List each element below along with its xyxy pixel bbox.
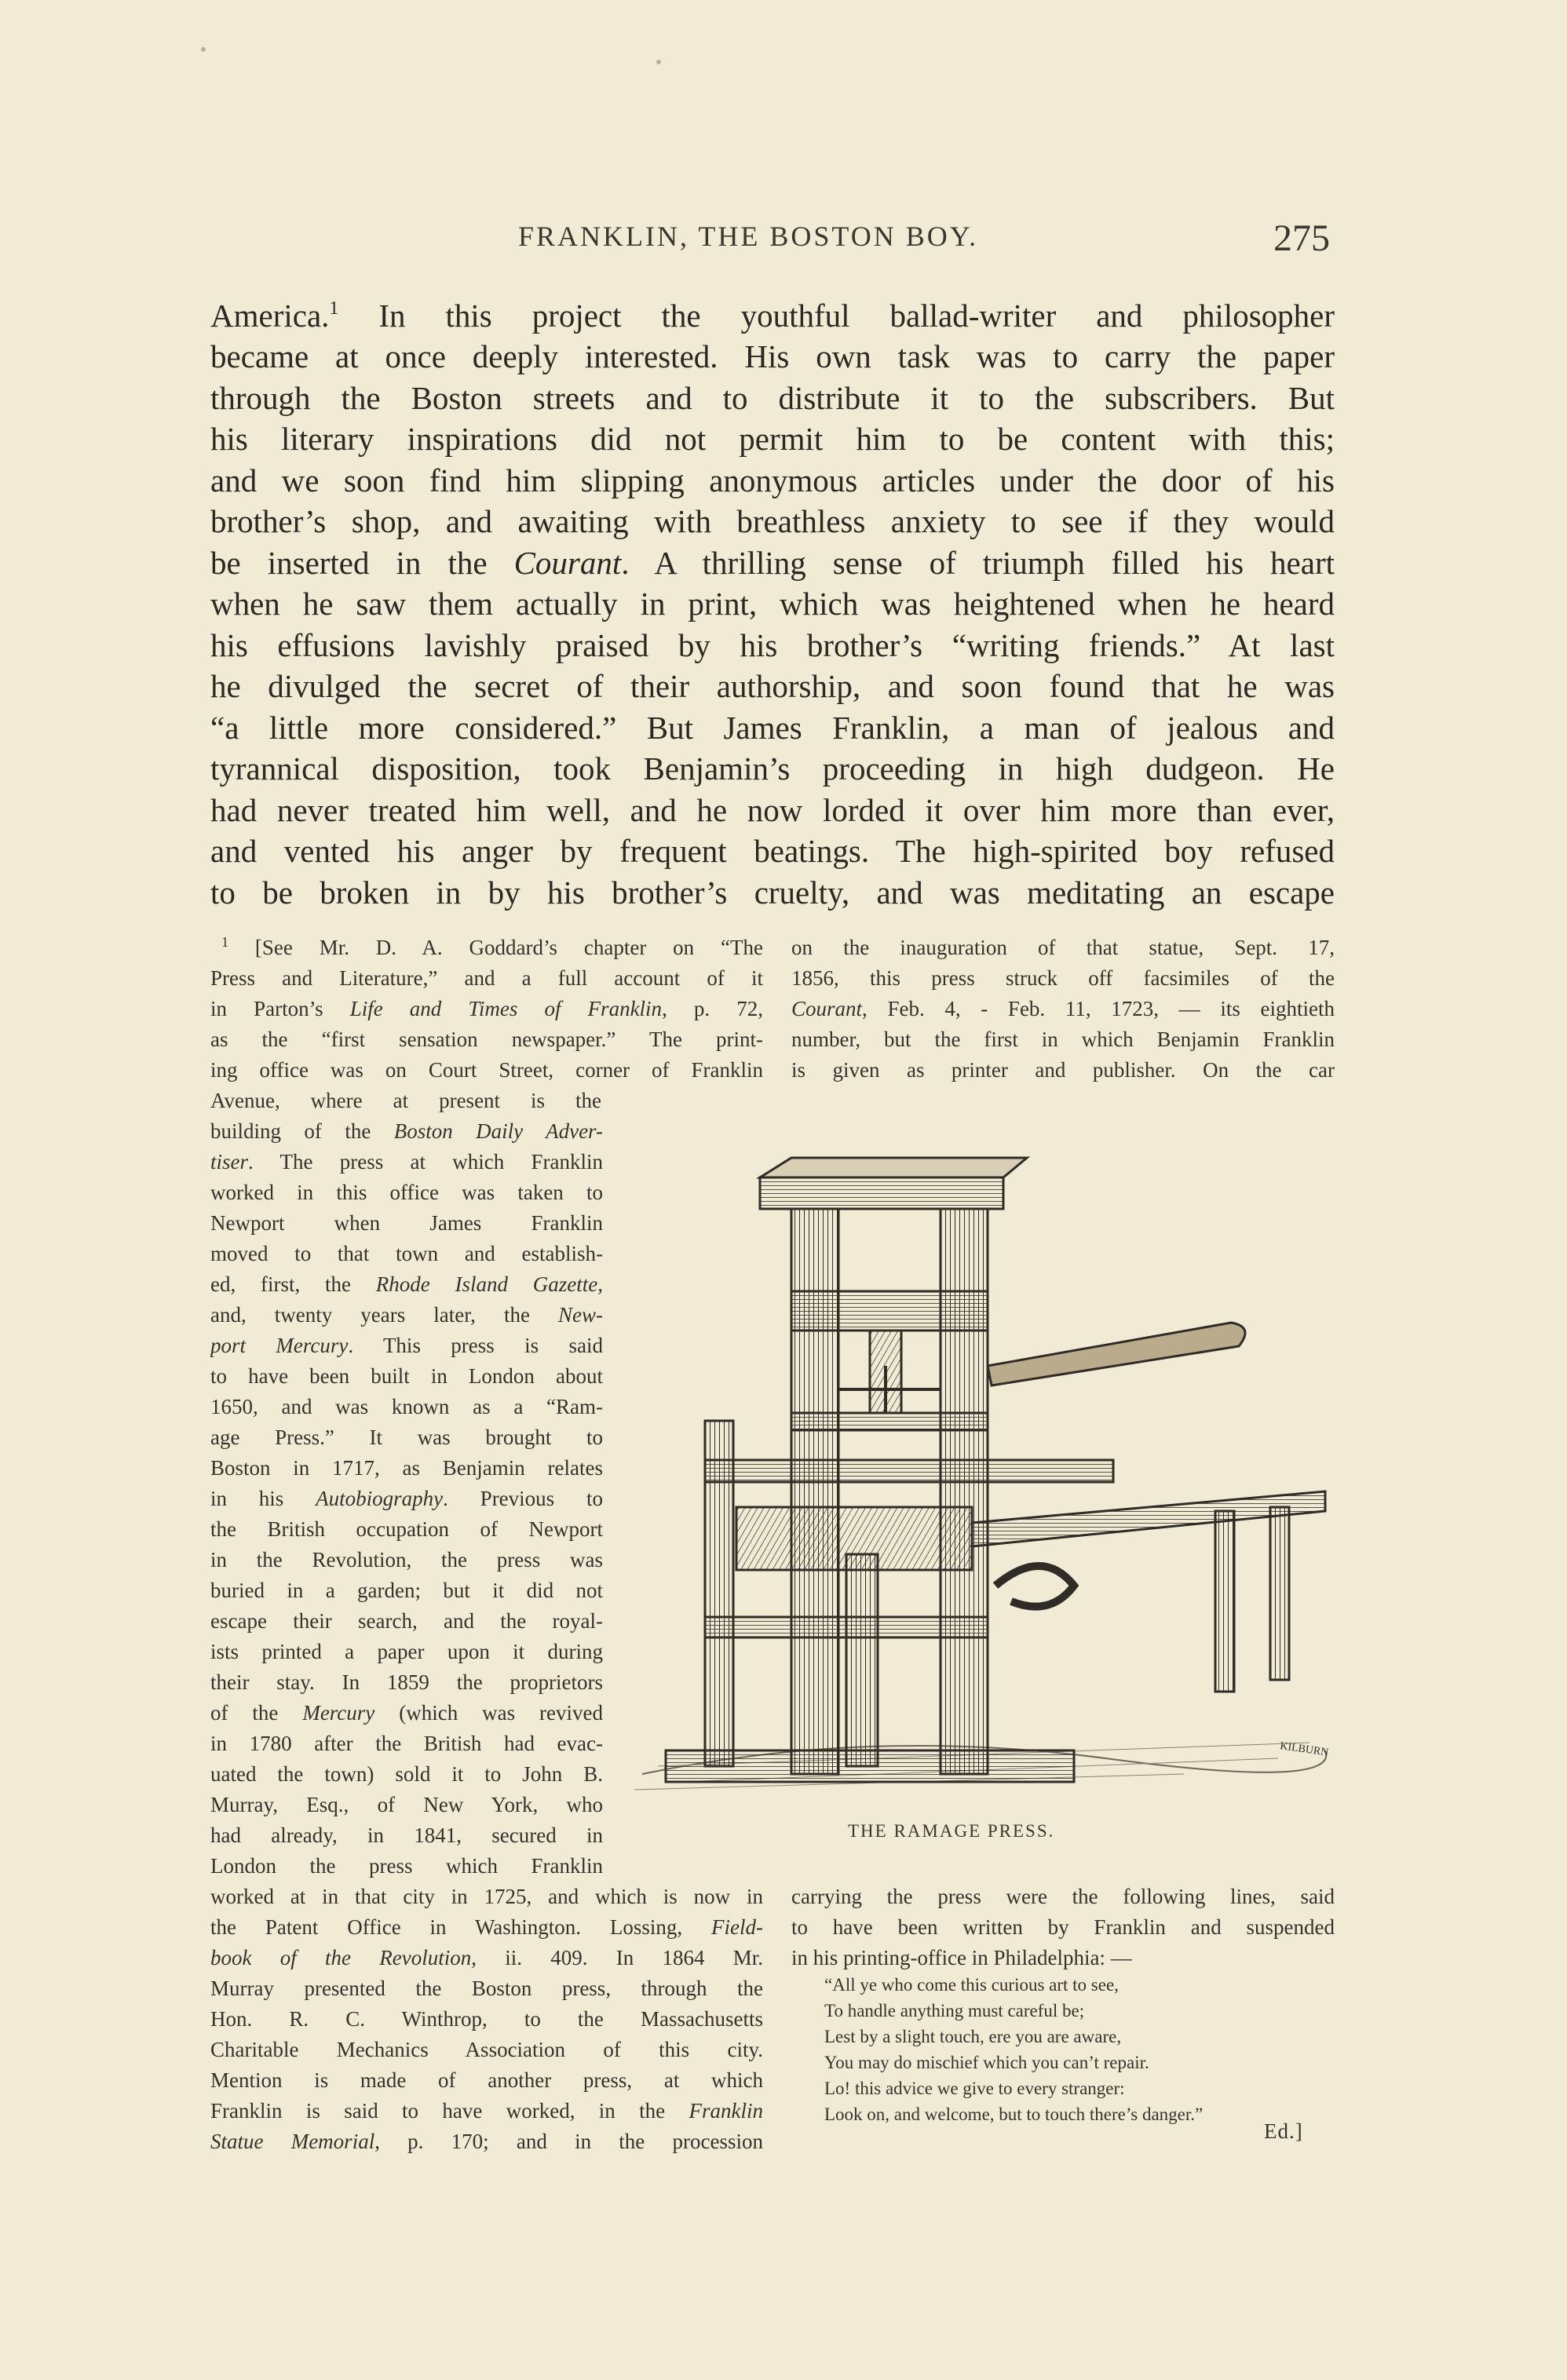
footnote-line: as the “first sensation newspaper.” The print-	[210, 1028, 763, 1051]
text-fragment: , p. 72,	[662, 997, 763, 1020]
footnote-line: ing office was on Court Street, corner of Franklin	[210, 1058, 763, 1082]
footnote-line: London the press which Franklin	[210, 1854, 603, 1878]
footnote-line: Newport when James Franklin	[210, 1211, 603, 1235]
text-fragment: (which was revived	[374, 1701, 603, 1725]
editor-signature: Ed.]	[1264, 2119, 1303, 2143]
footnote-line: Mention is made of another press, at which	[210, 2068, 763, 2092]
paper-speck	[201, 47, 206, 52]
cap-top-face	[760, 1158, 1027, 1177]
press-bar-handle	[988, 1323, 1245, 1385]
text-fragment: . A thrilling sense of triumph filled his heart	[621, 545, 1335, 581]
text-fragment: America.	[210, 298, 330, 334]
footnote-line: the British occupation of Newport	[210, 1517, 603, 1541]
text-line: “a little more considered.” But James Franklin, a man of jealous and	[210, 710, 1335, 746]
text-line: his literary inspirations did not permit him to be content with this;	[210, 421, 1335, 457]
footnote-line	[210, 1116, 603, 1147]
footnote-line	[210, 1147, 603, 1177]
poem-line: To handle anything must careful be;	[824, 2001, 1085, 2020]
paper-speck	[656, 60, 661, 64]
footnote-line: in his printing-office in Philadelphia: —	[791, 1946, 1132, 1969]
footnote-line: 1650, and was known as a “Ram-	[210, 1395, 603, 1418]
footnote-line: moved to that town and establish-	[210, 1242, 603, 1265]
figure-caption: THE RAMAGE PRESS.	[848, 1821, 1055, 1841]
footnote-line: worked in this office was taken to	[210, 1181, 603, 1204]
newspaper-title: Mercury	[302, 1701, 375, 1725]
top-cap	[760, 1177, 1003, 1209]
text-fragment: , Feb. 4, - Feb. 11, 1723, — its eightieth	[862, 997, 1335, 1020]
newspaper-title: Boston Daily Adver-	[393, 1119, 603, 1143]
footnote-number: 1	[221, 934, 228, 950]
newspaper-title: port Mercury	[210, 1334, 349, 1357]
footnote-reference[interactable]: 1	[329, 298, 339, 319]
ribs-leg	[1215, 1511, 1234, 1692]
newspaper-title: Courant	[513, 545, 622, 581]
footnote-line: Murray presented the Boston press, through the	[210, 1977, 763, 2000]
footnote-line: to have been built in London about	[210, 1364, 603, 1388]
footnote-line: Hon. R. C. Winthrop, to the Massachusetts	[210, 2007, 763, 2031]
footnote-line	[791, 994, 1335, 1024]
footnote-line: on the inauguration of that statue, Sept. 17,	[791, 936, 1335, 959]
footnote-line: escape their search, and the royal-	[210, 1609, 603, 1633]
text-fragment: and, twenty years later, the	[210, 1303, 558, 1327]
text-fragment: In this project the youthful ballad-writer and philosopher	[338, 298, 1335, 334]
footnote-line	[210, 1943, 763, 1973]
platen	[791, 1413, 988, 1430]
footnote-line: age Press.” It was brought to	[210, 1425, 603, 1449]
ramage-press-illustration	[634, 1083, 1335, 1805]
book-title: Field-	[711, 1915, 763, 1939]
text-fragment: building of the	[210, 1119, 394, 1143]
text-line	[210, 295, 1335, 336]
poem-line: Lest by a slight touch, ere you are aware,	[824, 2027, 1122, 2046]
text-fragment: of the	[210, 1701, 303, 1725]
newspaper-title: New-	[558, 1303, 603, 1327]
footnote-line: Boston in 1717, as Benjamin relates	[210, 1456, 603, 1480]
text-fragment: Franklin is said to have worked, in the	[210, 2099, 689, 2123]
text-line: became at once deeply interested. His own task was to carry the paper	[210, 338, 1335, 374]
newspaper-title: tiser	[210, 1150, 249, 1174]
footnote-line: had already, in 1841, secured in	[210, 1823, 603, 1847]
footnote-line: buried in a garden; but it did not	[210, 1579, 603, 1602]
footnote-line	[210, 933, 763, 963]
footnote-line: carrying the press were the following lines, said	[791, 1885, 1335, 1908]
book-title: Statue Memorial	[210, 2130, 375, 2153]
text-line: through the Boston streets and to distribute it to the subscribers. But	[210, 380, 1335, 416]
footnote-line: Charitable Mechanics Association of this city.	[210, 2038, 763, 2061]
text-line: and we soon find him slipping anonymous articles under the door of his	[210, 462, 1335, 498]
head-crossbeam	[791, 1291, 988, 1331]
footnote-line: ists printed a paper upon it during	[210, 1640, 603, 1663]
footnote-line	[210, 994, 763, 1024]
footnote-line	[210, 1484, 603, 1514]
footnote-line: uated the town) sold it to John B.	[210, 1762, 603, 1786]
footnote-line	[210, 2126, 763, 2157]
ribs-leg	[1270, 1507, 1289, 1680]
book-title: Autobiography	[316, 1487, 444, 1510]
book-title: Life and Times of Franklin	[349, 997, 663, 1020]
text-line: had never treated him well, and he now lorded it over him more than ever,	[210, 792, 1335, 828]
front-post	[846, 1554, 878, 1766]
poem-line: Look on, and welcome, but to touch there’s danger.”	[824, 2104, 1204, 2124]
footnote-line: in the Revolution, the press was	[210, 1548, 603, 1571]
footnote-line	[210, 1300, 603, 1331]
text-fragment: . Previous to	[443, 1487, 603, 1510]
running-head: FRANKLIN, THE BOSTON BOY.	[518, 221, 979, 252]
footnote-line: number, but the first in which Benjamin Franklin	[791, 1028, 1335, 1051]
book-title: book of the Revolution	[210, 1946, 472, 1969]
footnote-line: worked at in that city in 1725, and which is now in	[210, 1885, 763, 1908]
footnote-line: Avenue, where at present is the	[210, 1089, 601, 1112]
footnote-line: their stay. In 1859 the proprietors	[210, 1670, 603, 1694]
text-line: tyrannical disposition, took Benjamin’s proceeding in high dudgeon. He	[210, 750, 1335, 787]
text-line: to be broken in by his brother’s cruelty, and was meditating an escape	[210, 874, 1335, 911]
poem-line: You may do mischief which you can’t repair.	[824, 2053, 1149, 2072]
lower-stretcher	[705, 1617, 988, 1637]
book-title: Franklin	[689, 2099, 763, 2123]
footnote-line	[210, 2096, 763, 2126]
text-fragment: in Parton’s	[210, 997, 350, 1020]
text-line: his effusions lavishly praised by his brother’s “writing friends.” At last	[210, 627, 1335, 663]
page-number: 275	[1273, 217, 1330, 259]
footnote-line: Press and Literature,” and a full account of it	[210, 966, 763, 990]
footnote-line: to have been written by Franklin and suspended	[791, 1915, 1335, 1939]
text-line: and vented his anger by frequent beatings. The high-spirited boy refused	[210, 833, 1335, 869]
rounce-crank	[995, 1566, 1074, 1607]
engraver-signature: KILBURN	[1279, 1740, 1330, 1759]
footnote-line	[210, 1698, 603, 1728]
text-fragment: in his	[210, 1487, 316, 1510]
footnote-line	[210, 1269, 603, 1300]
text-line: when he saw them actually in print, which was heightened when he heard	[210, 586, 1335, 622]
text-fragment: , ii. 409. In 1864 Mr.	[471, 1946, 763, 1969]
newspaper-title: Rhode Island Gazette,	[375, 1272, 603, 1296]
text-fragment: be inserted in the	[210, 545, 514, 581]
footnote-line: is given as printer and publisher. On the car	[791, 1058, 1335, 1082]
text-line: he divulged the secret of their authorship, and soon found that he was	[210, 668, 1335, 704]
text-fragment: . The press at which Franklin	[248, 1150, 603, 1174]
text-line	[210, 542, 1335, 583]
newspaper-title: Courant	[791, 997, 863, 1020]
text-fragment: ed, first, the	[210, 1272, 376, 1296]
text-fragment: the Patent Office in Washington. Lossing,	[210, 1915, 712, 1939]
carriage-rail	[705, 1460, 1113, 1482]
footnote-line: in 1780 after the British had evac-	[210, 1732, 603, 1755]
footnote-line	[210, 1912, 763, 1943]
text-fragment: [See Mr. D. A. Goddard’s chapter on “The	[254, 936, 763, 959]
poem-line: Lo! this advice we give to every stranger:	[824, 2079, 1125, 2098]
footnote-line: 1856, this press struck off facsimiles of the	[791, 966, 1335, 990]
text-fragment: , p. 170; and in the procession	[374, 2130, 763, 2153]
poem-line: “All ye who come this curious art to see,	[824, 1975, 1119, 1995]
text-line: brother’s shop, and awaiting with breathless anxiety to see if they would	[210, 503, 1335, 539]
text-fragment: . This press is said	[348, 1334, 603, 1357]
footnote-line	[210, 1331, 603, 1361]
footnote-line: Murray, Esq., of New York, who	[210, 1793, 603, 1816]
